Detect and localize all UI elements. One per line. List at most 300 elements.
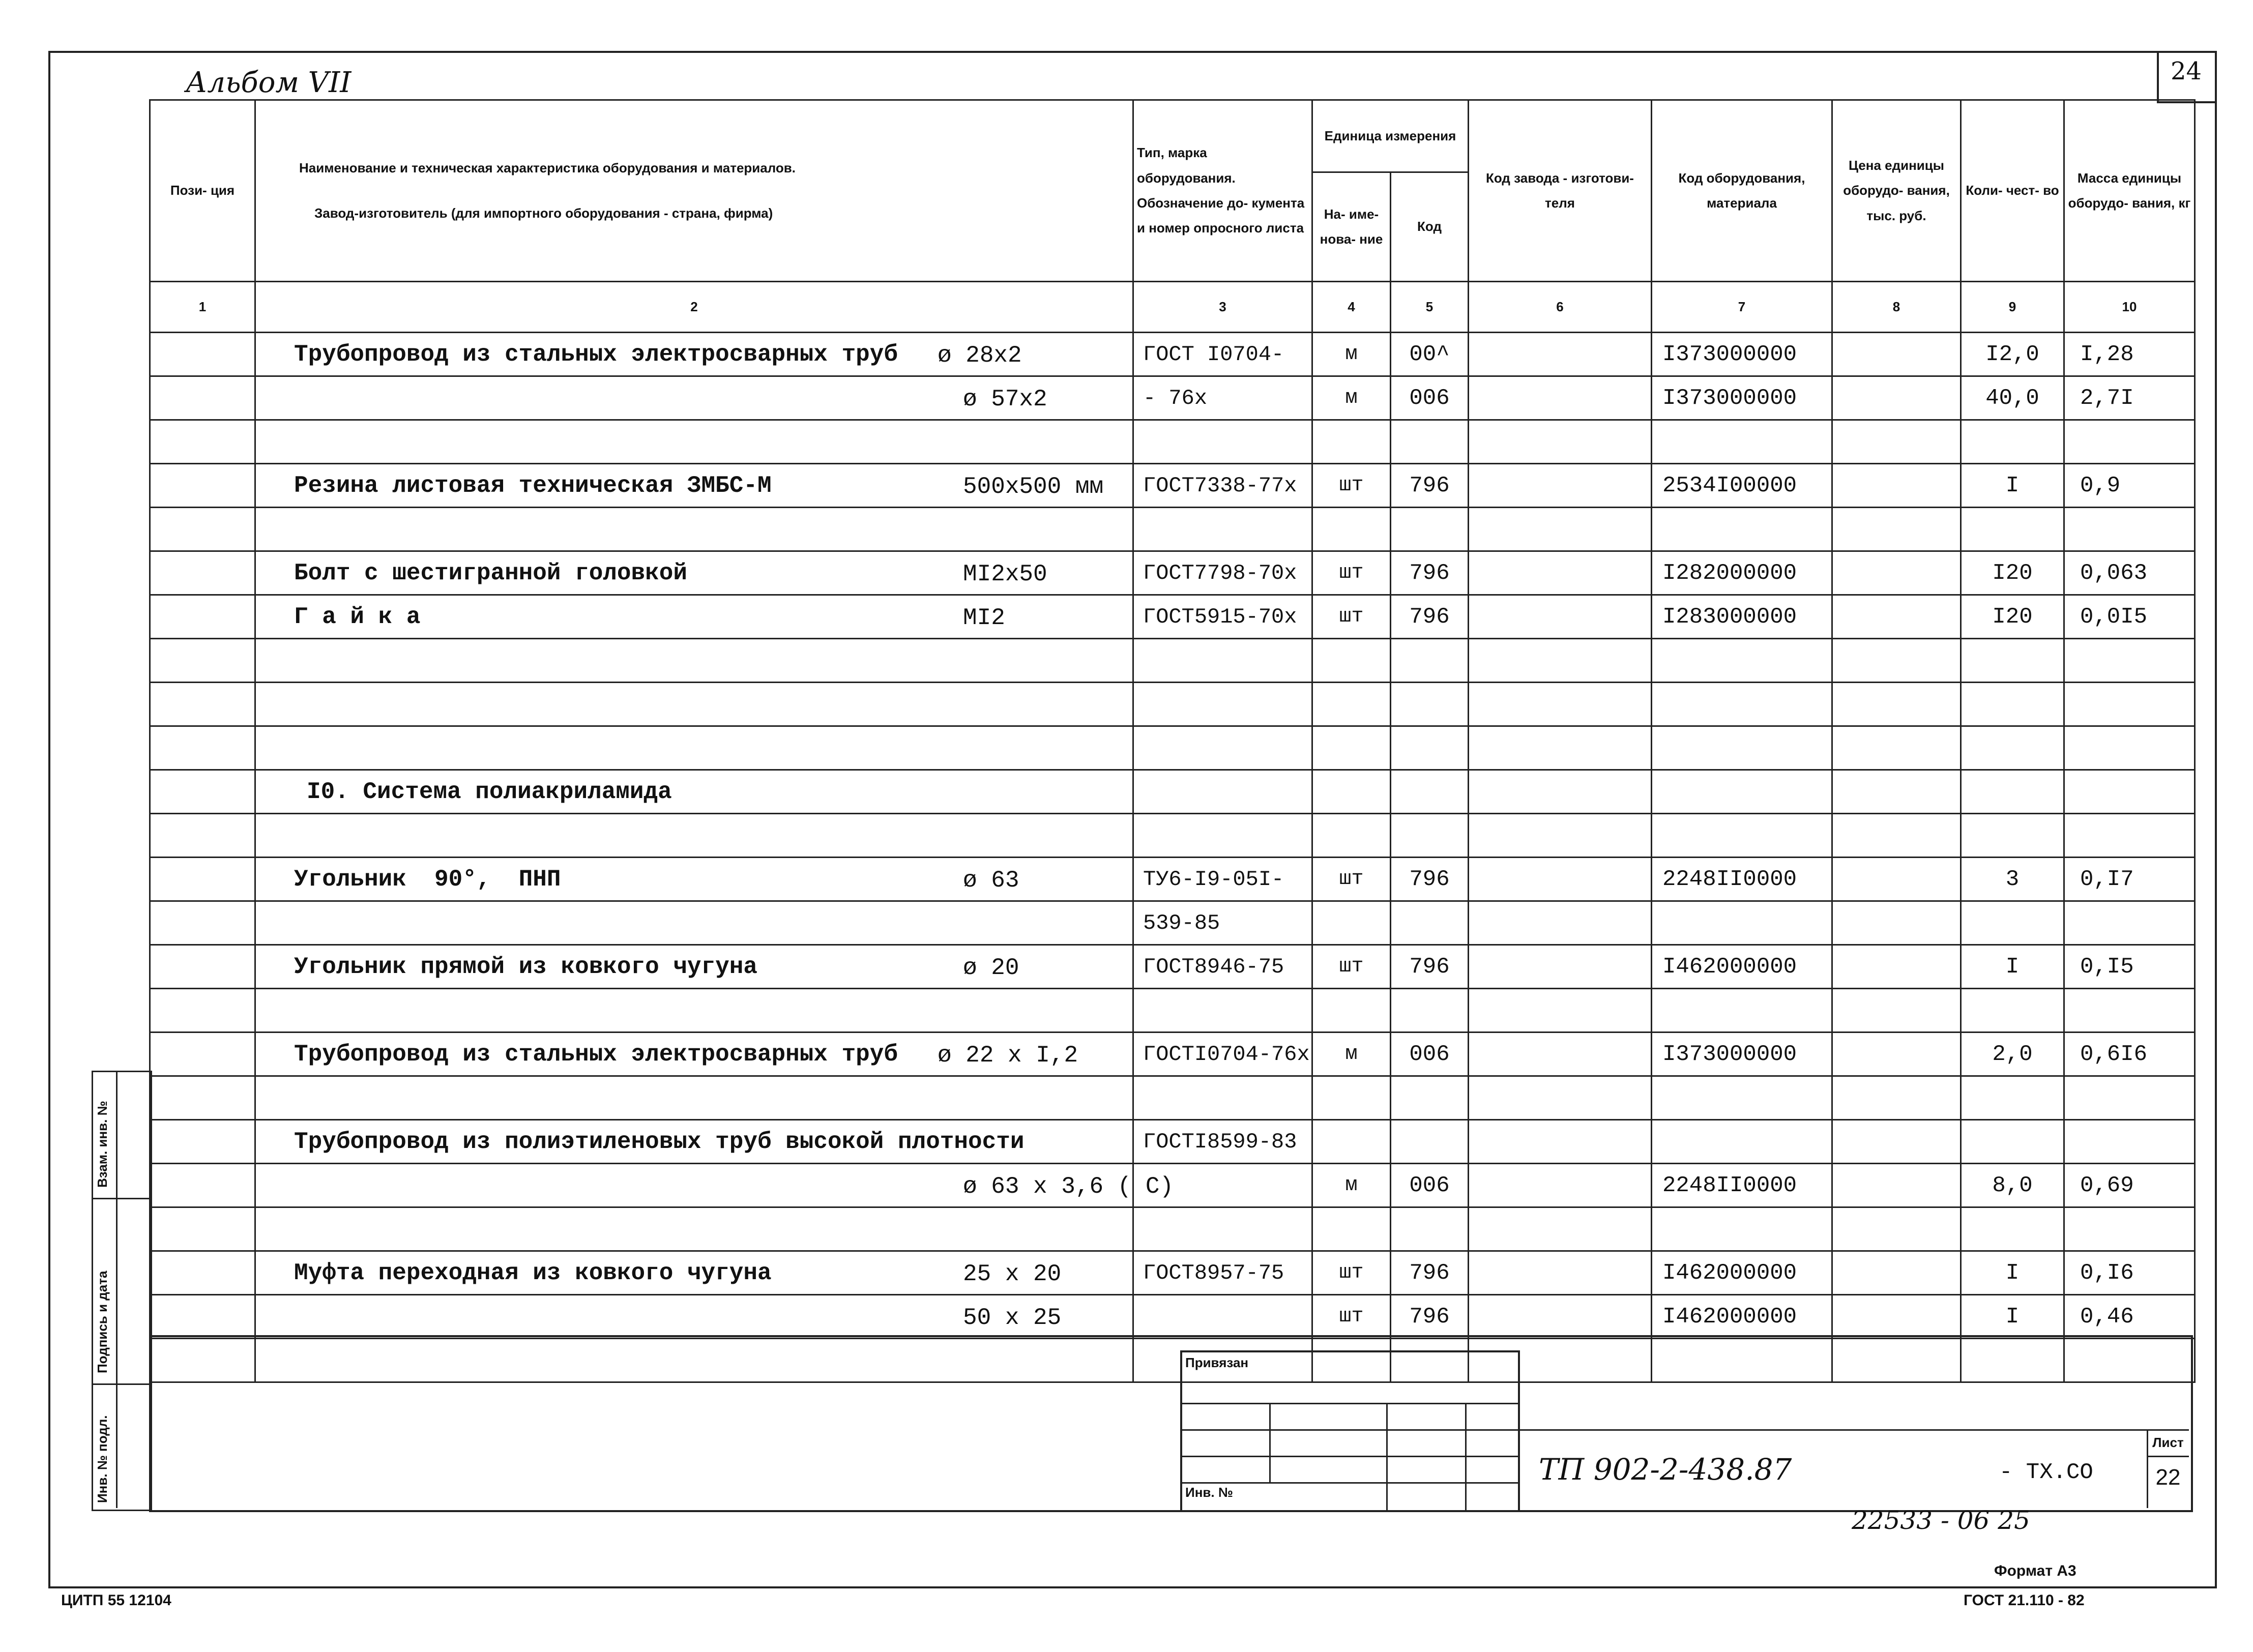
empty-cell xyxy=(255,1207,1133,1251)
price-cell xyxy=(1832,1251,1961,1295)
empty-cell xyxy=(1469,726,1652,770)
table-row-blank xyxy=(150,639,2195,683)
empty-cell xyxy=(1133,770,1312,814)
unit-name-cell: м xyxy=(1312,376,1391,420)
col-number: 5 xyxy=(1391,282,1469,333)
empty-cell xyxy=(1961,683,2064,726)
doc-code: ТП 902-2-438.87 xyxy=(1539,1452,1792,1487)
header-col10: Масса единицы оборудо- вания, кг xyxy=(2064,100,2195,282)
factory-code-cell xyxy=(1469,464,1652,508)
empty-cell xyxy=(255,420,1133,464)
side-stamp-divider xyxy=(92,1198,149,1199)
item-code-cell: I283000000 xyxy=(1652,595,1832,639)
col-number: 7 xyxy=(1652,282,1832,333)
empty-cell xyxy=(1469,508,1652,551)
empty-cell xyxy=(255,989,1133,1032)
name-cell xyxy=(255,1032,1133,1076)
table-row xyxy=(150,1120,2195,1164)
header-col9: Коли- чест- во xyxy=(1961,100,2064,282)
empty-cell xyxy=(1469,683,1652,726)
empty-cell xyxy=(1961,420,2064,464)
item-code-cell: I373000000 xyxy=(1652,1032,1832,1076)
empty-cell xyxy=(150,683,255,726)
header-col1: Пози- ция xyxy=(150,100,255,282)
empty-cell xyxy=(2064,726,2195,770)
item-spec: ø 20 xyxy=(963,955,1019,981)
qty-cell: I2,0 xyxy=(1961,333,2064,376)
item-spec: 50 x 25 xyxy=(963,1305,1062,1331)
empty-cell xyxy=(1133,1207,1312,1251)
item-name: Трубопровод из полиэтиленовых труб высокой плотности xyxy=(294,1128,1025,1155)
empty-cell xyxy=(150,814,255,858)
empty-cell xyxy=(1832,420,1961,464)
empty-cell xyxy=(1832,814,1961,858)
mass-cell: 0,I6 xyxy=(2064,1251,2195,1295)
position-cell xyxy=(150,1164,255,1207)
name-cell xyxy=(255,945,1133,989)
empty-cell xyxy=(1391,770,1469,814)
item-name: Угольник 90°, ПНП xyxy=(294,866,561,893)
empty-cell xyxy=(1652,1076,1832,1120)
item-code-cell: I373000000 xyxy=(1652,376,1832,420)
price-cell xyxy=(1832,1295,1961,1339)
stamp-hline xyxy=(2147,1456,2189,1457)
empty-cell xyxy=(1391,1207,1469,1251)
unit-code-cell: 796 xyxy=(1391,858,1469,901)
empty-cell xyxy=(150,508,255,551)
mass-cell: I,28 xyxy=(2064,333,2195,376)
empty-cell xyxy=(1133,508,1312,551)
item-spec: ø 22 x I,2 xyxy=(938,1042,1078,1069)
table-row-blank xyxy=(150,989,2195,1032)
unit-code-cell: 006 xyxy=(1391,1032,1469,1076)
col-number: 1 xyxy=(150,282,255,333)
qty-cell: I20 xyxy=(1961,595,2064,639)
table-row-blank xyxy=(150,683,2195,726)
table-row xyxy=(150,333,2195,376)
item-code-cell: 2248II0000 xyxy=(1652,1164,1832,1207)
item-code-cell: 2534I00000 xyxy=(1652,464,1832,508)
empty-cell xyxy=(1652,683,1832,726)
header-col2 xyxy=(255,100,1133,282)
list-label: Лист xyxy=(2152,1435,2184,1450)
position-cell xyxy=(150,464,255,508)
empty-cell xyxy=(1133,420,1312,464)
doc-cell: 539-85 xyxy=(1133,901,1312,945)
empty-cell xyxy=(1961,770,2064,814)
empty-cell xyxy=(1133,814,1312,858)
table-row xyxy=(150,1164,2195,1207)
table-row xyxy=(150,464,2195,508)
col-number: 6 xyxy=(1469,282,1652,333)
empty-cell xyxy=(1391,726,1469,770)
empty-cell xyxy=(1652,1207,1832,1251)
factory-code-cell xyxy=(1469,945,1652,989)
factory-code-cell xyxy=(1469,333,1652,376)
table-row-blank xyxy=(150,1207,2195,1251)
item-spec: 25 x 20 xyxy=(963,1261,1062,1287)
mass-cell: 0,I5 xyxy=(2064,945,2195,989)
qty-cell: 8,0 xyxy=(1961,1164,2064,1207)
empty-cell xyxy=(1832,770,1961,814)
factory-code-cell xyxy=(1469,901,1652,945)
header-col4: На- име- нова- ние xyxy=(1312,172,1391,282)
empty-cell xyxy=(1391,508,1469,551)
empty-cell xyxy=(1961,726,2064,770)
mass-cell: 0,9 xyxy=(2064,464,2195,508)
mass-cell: 0,0I5 xyxy=(2064,595,2195,639)
factory-code-cell xyxy=(1469,858,1652,901)
position-cell xyxy=(150,376,255,420)
bottom-stamp xyxy=(149,1335,2193,1512)
mass-cell: 0,063 xyxy=(2064,551,2195,595)
linked-vline xyxy=(1386,1403,1388,1510)
empty-cell xyxy=(1469,639,1652,683)
name-cell xyxy=(255,1251,1133,1295)
mass-cell: 0,I7 xyxy=(2064,858,2195,901)
linked-hline xyxy=(1180,1429,1518,1431)
doc-cell: ГОСТ I0704- xyxy=(1133,333,1312,376)
unit-code-cell: 006 xyxy=(1391,1164,1469,1207)
empty-cell xyxy=(2064,683,2195,726)
empty-cell xyxy=(2064,508,2195,551)
unit-code-cell: 006 xyxy=(1391,376,1469,420)
empty-cell xyxy=(1312,989,1391,1032)
item-name: Г а й к а xyxy=(294,603,421,630)
empty-cell xyxy=(1312,639,1391,683)
item-code-cell: I373000000 xyxy=(1652,333,1832,376)
unit-code-cell xyxy=(1391,1120,1469,1164)
empty-cell xyxy=(2064,1076,2195,1120)
table-body xyxy=(150,333,2195,1382)
linked-hline xyxy=(1180,1456,1518,1457)
mass-cell xyxy=(2064,1120,2195,1164)
empty-cell xyxy=(1652,508,1832,551)
table-row-blank xyxy=(150,726,2195,770)
empty-cell xyxy=(1832,726,1961,770)
name-cell xyxy=(255,1120,1133,1164)
col-number: 2 xyxy=(255,282,1133,333)
empty-cell xyxy=(1312,726,1391,770)
factory-code-cell xyxy=(1469,1032,1652,1076)
empty-cell xyxy=(1391,989,1469,1032)
table-row xyxy=(150,376,2195,420)
name-cell xyxy=(255,333,1133,376)
doc-cell: ГОСТ5915-70x xyxy=(1133,595,1312,639)
item-code-cell xyxy=(1652,901,1832,945)
item-spec: ø 28x2 xyxy=(938,342,1022,369)
table-row-blank xyxy=(150,420,2195,464)
spec-table xyxy=(149,99,2196,1383)
unit-name-cell: шт xyxy=(1312,1251,1391,1295)
header-col7: Код оборудования, материала xyxy=(1652,100,1832,282)
empty-cell xyxy=(1133,989,1312,1032)
qty-cell: I xyxy=(1961,1251,2064,1295)
empty-cell xyxy=(150,1076,255,1120)
unit-name-cell: м xyxy=(1312,1164,1391,1207)
empty-cell xyxy=(1469,1076,1652,1120)
empty-cell xyxy=(1312,770,1391,814)
position-cell xyxy=(150,551,255,595)
empty-cell xyxy=(1391,639,1469,683)
empty-cell xyxy=(1832,1076,1961,1120)
item-code-cell xyxy=(1652,1120,1832,1164)
table-row xyxy=(150,1251,2195,1295)
empty-cell xyxy=(255,508,1133,551)
item-spec: МI2x50 xyxy=(963,561,1047,587)
qty-cell xyxy=(1961,901,2064,945)
doc-cell: ГОСТ8946-75 xyxy=(1133,945,1312,989)
unit-name-cell: шт xyxy=(1312,1295,1391,1339)
item-spec: ø 63 xyxy=(963,867,1019,894)
unit-name-cell: шт xyxy=(1312,464,1391,508)
empty-cell xyxy=(255,639,1133,683)
unit-name-cell: шт xyxy=(1312,551,1391,595)
empty-cell xyxy=(1469,989,1652,1032)
unit-code-cell: 796 xyxy=(1391,595,1469,639)
citp-label: ЦИТП 55 12104 xyxy=(61,1592,171,1609)
empty-cell xyxy=(150,420,255,464)
empty-cell xyxy=(1652,420,1832,464)
factory-code-cell xyxy=(1469,595,1652,639)
price-cell xyxy=(1832,1164,1961,1207)
col-number: 3 xyxy=(1133,282,1312,333)
price-cell xyxy=(1832,945,1961,989)
doc-cell: ГОСТ7798-70x xyxy=(1133,551,1312,595)
empty-cell xyxy=(1312,1076,1391,1120)
unit-code-cell xyxy=(1391,901,1469,945)
price-cell xyxy=(1832,376,1961,420)
position-cell xyxy=(150,1295,255,1339)
item-code-cell: I462000000 xyxy=(1652,1295,1832,1339)
name-cell xyxy=(255,858,1133,901)
col-number: 9 xyxy=(1961,282,2064,333)
position-cell xyxy=(150,595,255,639)
factory-code-cell xyxy=(1469,1251,1652,1295)
empty-cell xyxy=(1391,1076,1469,1120)
qty-cell: I xyxy=(1961,464,2064,508)
empty-cell xyxy=(1469,770,1652,814)
item-name: Муфта переходная из ковкого чугуна xyxy=(294,1259,772,1286)
empty-cell xyxy=(150,1207,255,1251)
col-number: 4 xyxy=(1312,282,1391,333)
side-stamp-divider xyxy=(92,1383,149,1385)
empty-cell xyxy=(1133,639,1312,683)
position-cell xyxy=(150,1120,255,1164)
header-col5: Код xyxy=(1391,172,1469,282)
gost-label: ГОСТ 21.110 - 82 xyxy=(1964,1592,2085,1609)
factory-code-cell xyxy=(1469,1295,1652,1339)
unit-name-cell xyxy=(1312,901,1391,945)
header-col3: Тип, марка оборудования. Обозначение до- кумента и номер опросного листа xyxy=(1133,100,1312,282)
table-row xyxy=(150,551,2195,595)
qty-cell: I xyxy=(1961,1295,2064,1339)
position-cell xyxy=(150,858,255,901)
item-name: Угольник прямой из ковкого чугуна xyxy=(294,953,757,980)
price-cell xyxy=(1832,595,1961,639)
column-number-row xyxy=(150,282,2195,333)
empty-cell xyxy=(1469,814,1652,858)
mass-cell: 2,7I xyxy=(2064,376,2195,420)
table-row-blank xyxy=(150,508,2195,551)
mass-cell xyxy=(2064,901,2195,945)
empty-cell xyxy=(1961,639,2064,683)
table-row xyxy=(150,858,2195,901)
empty-cell xyxy=(1391,683,1469,726)
name-cell xyxy=(255,1164,1174,1207)
header-col2-line1: Наименование и техническая характеристика оборудования и материалов. xyxy=(299,160,796,175)
table-row xyxy=(150,1032,2195,1076)
empty-cell xyxy=(2064,770,2195,814)
empty-cell xyxy=(1391,420,1469,464)
name-cell xyxy=(255,1295,1133,1339)
unit-name-cell: м xyxy=(1312,1032,1391,1076)
empty-cell xyxy=(255,683,1133,726)
empty-cell xyxy=(150,639,255,683)
col-number: 10 xyxy=(2064,282,2195,333)
doc-cell: ТУ6-I9-05I- xyxy=(1133,858,1312,901)
linked-vline xyxy=(1269,1403,1271,1482)
item-code-cell: I462000000 xyxy=(1652,1251,1832,1295)
unit-code-cell: 00^ xyxy=(1391,333,1469,376)
qty-cell: I xyxy=(1961,945,2064,989)
table-row xyxy=(150,901,2195,945)
qty-cell: 2,0 xyxy=(1961,1032,2064,1076)
header-col2-line2: Завод-изготовитель (для импортного оборудования - страна, фирма) xyxy=(314,205,773,221)
position-cell xyxy=(150,333,255,376)
empty-cell xyxy=(1652,726,1832,770)
item-name: Резина листовая техническая ЗМБС-М xyxy=(294,472,772,499)
unit-name-cell: шт xyxy=(1312,945,1391,989)
list-number: 22 xyxy=(2155,1465,2181,1490)
empty-cell xyxy=(1832,639,1961,683)
item-spec: 500x500 мм xyxy=(963,474,1104,500)
qty-cell: I20 xyxy=(1961,551,2064,595)
empty-cell xyxy=(1652,814,1832,858)
empty-cell xyxy=(1832,989,1961,1032)
position-cell xyxy=(150,1251,255,1295)
empty-cell xyxy=(2064,639,2195,683)
unit-name-cell xyxy=(1312,1120,1391,1164)
empty-cell xyxy=(1133,726,1312,770)
side-label-inv-podl: Инв. № подл. xyxy=(95,1415,110,1503)
factory-code-cell xyxy=(1469,1120,1652,1164)
empty-cell xyxy=(1832,1207,1961,1251)
empty-cell xyxy=(1961,1207,2064,1251)
qty-cell: 3 xyxy=(1961,858,2064,901)
linked-vline xyxy=(1465,1403,1467,1510)
header-unit-group: Единица измерения xyxy=(1312,100,1469,172)
empty-cell xyxy=(2064,420,2195,464)
name-cell xyxy=(255,464,1133,508)
empty-cell xyxy=(1961,814,2064,858)
factory-code-cell xyxy=(1469,551,1652,595)
unit-name-cell: шт xyxy=(1312,858,1391,901)
side-label-vzam: Взам. инв. № xyxy=(95,1101,110,1188)
item-name: Трубопровод из стальных электросварных труб xyxy=(294,341,898,368)
item-spec: МI2 xyxy=(963,605,1005,631)
empty-cell xyxy=(255,814,1133,858)
price-cell xyxy=(1832,1032,1961,1076)
mass-cell: 0,46 xyxy=(2064,1295,2195,1339)
unit-name-cell: м xyxy=(1312,333,1391,376)
name-cell xyxy=(255,376,1133,420)
name-cell xyxy=(255,901,1133,945)
price-cell xyxy=(1832,901,1961,945)
empty-cell xyxy=(1961,989,2064,1032)
table-row-blank xyxy=(150,1076,2195,1120)
empty-cell xyxy=(1312,683,1391,726)
handwritten-number: 22533 - 06 25 xyxy=(1852,1506,2030,1535)
empty-cell xyxy=(1652,639,1832,683)
empty-cell xyxy=(1832,508,1961,551)
header-col8: Цена единицы оборудо- вания, тыс. руб. xyxy=(1832,100,1961,282)
empty-cell xyxy=(1133,1076,1312,1120)
linked-label: Привязан xyxy=(1185,1355,1249,1370)
table-row xyxy=(150,770,2195,814)
unit-code-cell: 796 xyxy=(1391,551,1469,595)
empty-cell xyxy=(150,726,255,770)
section-title: I0. Система полиакриламида xyxy=(255,770,1133,814)
col-number: 8 xyxy=(1832,282,1961,333)
empty-cell xyxy=(1133,683,1312,726)
empty-cell xyxy=(150,989,255,1032)
doc-cell: ГОСТ7338-77x xyxy=(1133,464,1312,508)
side-label-podpis: Подпись и дата xyxy=(95,1271,110,1373)
item-code-cell: I462000000 xyxy=(1652,945,1832,989)
format-label: Формат А3 xyxy=(1994,1562,2076,1579)
unit-code-cell: 796 xyxy=(1391,1251,1469,1295)
doc-cell: ГОСТI0704-76x xyxy=(1133,1032,1312,1076)
doc-cell: ГОСТ8957-75 xyxy=(1133,1251,1312,1295)
qty-cell: 40,0 xyxy=(1961,376,2064,420)
empty-cell xyxy=(1312,1207,1391,1251)
linked-hline xyxy=(1180,1403,1518,1404)
price-cell xyxy=(1832,858,1961,901)
name-cell xyxy=(255,595,1133,639)
album-label: Альбом VII xyxy=(186,66,352,99)
inv-label: Инв. № xyxy=(1185,1485,1233,1500)
empty-cell xyxy=(1469,420,1652,464)
name-cell xyxy=(255,551,1133,595)
mass-cell: 0,69 xyxy=(2064,1164,2195,1207)
header-col6: Код завода - изготови- теля xyxy=(1469,100,1652,282)
factory-code-cell xyxy=(1469,1164,1652,1207)
side-stamp-divider xyxy=(116,1071,118,1508)
empty-cell xyxy=(1832,683,1961,726)
table-row xyxy=(150,1295,2195,1339)
empty-cell xyxy=(1312,814,1391,858)
stamp-hline xyxy=(1516,1429,2189,1431)
sheet-number-top: 24 xyxy=(2170,57,2202,85)
item-code-cell: 2248II0000 xyxy=(1652,858,1832,901)
factory-code-cell xyxy=(1469,376,1652,420)
table-row xyxy=(150,945,2195,989)
mass-cell: 0,6I6 xyxy=(2064,1032,2195,1076)
empty-cell xyxy=(1961,1076,2064,1120)
empty-cell xyxy=(1391,814,1469,858)
empty-cell xyxy=(2064,989,2195,1032)
price-cell xyxy=(1832,464,1961,508)
price-cell xyxy=(1832,551,1961,595)
position-cell xyxy=(150,901,255,945)
empty-cell xyxy=(2064,1207,2195,1251)
item-name: Болт с шестигранной головкой xyxy=(294,559,687,586)
empty-cell xyxy=(2064,814,2195,858)
item-spec: ø 63 x 3,6 ( С) xyxy=(963,1173,1174,1200)
empty-cell xyxy=(1652,770,1832,814)
empty-cell xyxy=(1652,989,1832,1032)
